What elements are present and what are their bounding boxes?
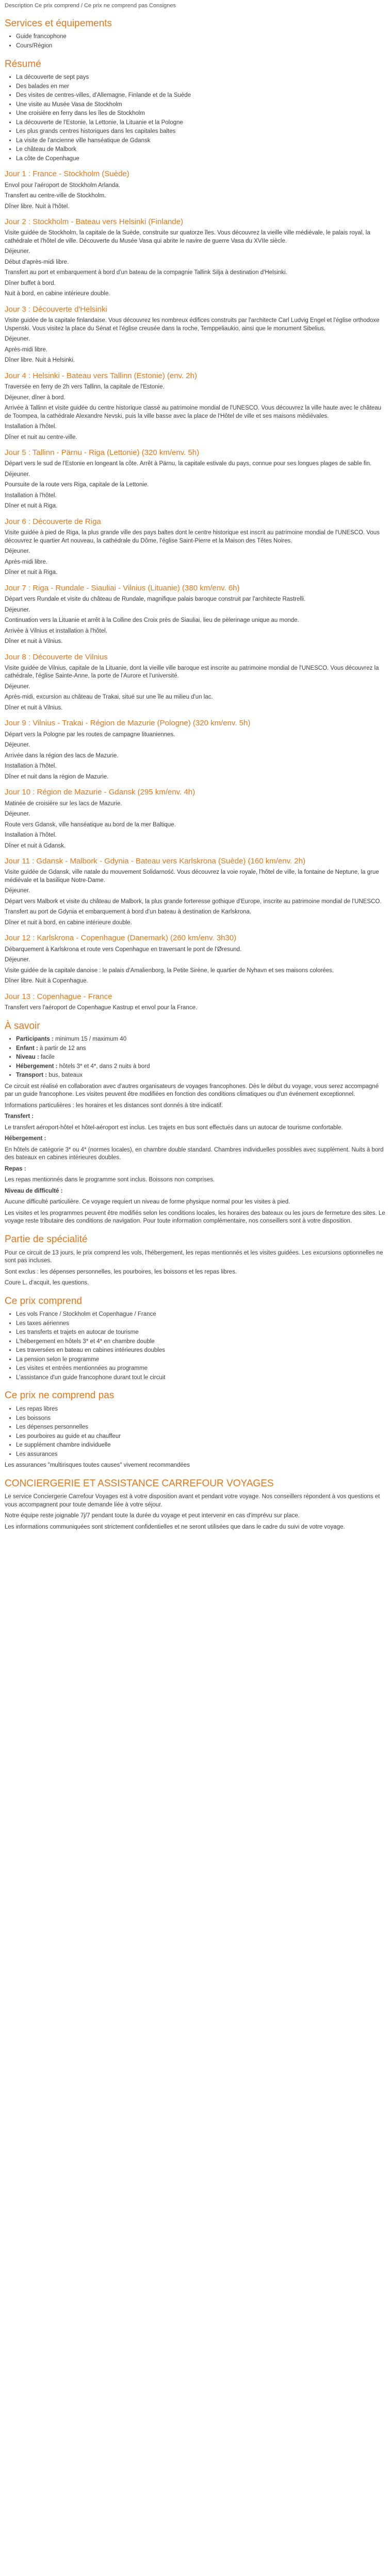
day-title: Jour 5 : Tallinn - Pärnu - Riga (Lettonie) (320 km/env. 5h) <box>5 448 200 457</box>
list-item: • Guide francophone <box>16 33 386 41</box>
day-paragraph: Dîner et nuit à Gdansk. <box>5 842 66 849</box>
concierge-title: CONCIERGERIE ET ASSISTANCE CARREFOUR VOYAGES <box>5 1478 274 1489</box>
day-title: Jour 13 : Copenhague - France <box>5 992 112 1001</box>
notice-value: bus, bateaux <box>48 1072 83 1079</box>
day-paragraph: Déjeuner. <box>5 957 30 963</box>
list-item: • Les transferts et trajets en autocar de tourisme <box>16 1329 386 1337</box>
list-item: • Le supplément chambre individuelle <box>16 1442 386 1450</box>
excludes-note: Les assurances "multirisques toutes causes" vivement recommandées <box>5 1462 190 1469</box>
list-item: • La découverte de sept pays <box>16 74 386 82</box>
list-item: • Des visites de centres-villes, d'Allemagne, Finlande et de la Suède <box>16 92 386 100</box>
day-title: Jour 9 : Vilnius - Trakai - Région de Mazurie (Pologne) (320 km/env. 5h) <box>5 719 251 728</box>
list-item: • Les dépenses personnelles <box>16 1423 386 1432</box>
notice-value: minimum 15 / maximum 40 <box>55 1036 127 1043</box>
day-title: Jour 7 : Riga - Rundale - Siauliai - Vilnius (Lituanie) (380 km/env. 6h) <box>5 583 240 592</box>
day-paragraph: Installation à l'hôtel. <box>5 832 57 839</box>
day-paragraph: Installation à l'hôtel. <box>5 492 57 499</box>
includes-title: Ce prix comprend <box>5 1295 82 1307</box>
services-title: Services et équipements <box>5 18 112 29</box>
notice-paragraph: Ce circuit est réalisé en collaboration avec d'autres organisateurs de voyages francophones. Dès le début du voyage, vous serez accompagné par un guide francophone. Les visites peuvent être modifiées en fonction des conditions climatiques ou d'un événement exceptionnel. <box>5 1083 379 1098</box>
notice-value: facile <box>40 1054 55 1061</box>
practical-title: Partie de spécialité <box>5 1233 88 1245</box>
day-paragraph: Déjeuner, dîner à bord. <box>5 394 66 401</box>
excludes-title: Ce prix ne comprend pas <box>5 1390 115 1401</box>
day-paragraph: Dîner et nuit au centre-ville. <box>5 434 77 440</box>
group-text: Aucune difficulté particulière. Ce voyage requiert un niveau de forme physique normal pour les visites à pied. <box>5 1199 290 1206</box>
list-item: • Une visite au Musée Vasa de Stockholm <box>16 101 386 109</box>
day-paragraph: Transfert au port de Gdynia et embarquement à bord d'un bateau à destination de Karlskrona. <box>5 909 252 916</box>
day-title: Jour 4 : Helsinki - Bateau vers Tallinn (Estonie) (env. 2h) <box>5 371 197 380</box>
day-paragraph: Visite guidée de Stockholm, la capitale de la Suède, construite sur quatorze îles. Vous découvrez la vieille ville médiévale, le palais royal, la cathédrale et l'hôtel de ville. Découverte du Musée Vasa qui abrite le navire de guerre Vasa du XVIIe siècle. <box>5 230 370 244</box>
day-paragraph: Arrivée dans la région des lacs de Mazurie. <box>5 752 119 759</box>
list-item: • La pension selon le programme <box>16 1356 386 1364</box>
day-paragraph: Dîner libre. Nuit à Copenhague. <box>5 978 88 985</box>
day-paragraph: Envol pour l'aéroport de Stockholm Arlanda. <box>5 182 121 189</box>
day-paragraph: Poursuite de la route vers Riga, capitale de la Lettonie. <box>5 482 149 488</box>
day-paragraph: Arrivée à Vilnius et installation à l'hôtel. <box>5 628 107 634</box>
notice-title: À savoir <box>5 1020 40 1031</box>
day-title: Jour 2 : Stockholm - Bateau vers Helsinki (Finlande) <box>5 217 183 227</box>
list-item: • Le château de Malbork <box>16 146 386 154</box>
notice-value: à partir de 12 ans <box>40 1045 86 1052</box>
day-paragraph: Dîner buffet à bord. <box>5 280 56 286</box>
group-text: Le transfert aéroport-hôtel et hôtel-aéroport est inclus. Les trajets en bus sont effectués dans un autocar de tourisme confortable. <box>5 1124 343 1131</box>
list-item <box>16 1063 386 1071</box>
day-paragraph: Déjeuner. <box>5 742 30 749</box>
day-paragraph: Dîner et nuit dans la région de Mazurie. <box>5 773 109 780</box>
day-paragraph: Déjeuner. <box>5 811 30 818</box>
group-heading: Repas : <box>5 1165 26 1172</box>
list-item: • La visite de l'ancienne ville hanséatique de Gdansk <box>16 137 386 145</box>
summary-title: Résumé <box>5 58 41 70</box>
day-paragraph: Installation à l'hôtel. <box>5 423 57 430</box>
day-paragraph: Nuit à bord, en cabine intérieure double. <box>5 291 110 297</box>
day-paragraph: Dîner et nuit à Riga. <box>5 569 58 576</box>
list-item <box>16 1036 386 1044</box>
services-list <box>5 33 386 50</box>
day-paragraph: Installation à l'hôtel. <box>5 763 57 770</box>
day-paragraph: Visite guidée de la capitale danoise : le palais d'Amalienborg, la Petite Sirène, le quartier de Nyhavn et ses maisons colorées. <box>5 967 334 974</box>
concierge-paragraph: Les informations communiquées sont strictement confidentielles et ne seront utilisées que dans le cadre du suivi de votre voyage. <box>5 1523 345 1530</box>
day-paragraph: Déjeuner. <box>5 888 30 894</box>
day-paragraph: Déjeuner. <box>5 471 30 478</box>
list-item <box>16 1045 386 1053</box>
list-item: • L'assistance d'un guide francophone durant tout le circuit <box>16 1374 386 1382</box>
list-item: • Les vols France / Stockholm et Copenhague / France <box>16 1311 386 1319</box>
list-item: • Une croisière en ferry dans les îles de Stockholm <box>16 110 386 118</box>
day-paragraph: Déjeuner. <box>5 548 30 555</box>
day-paragraph: Transfert au centre-ville de Stockholm. <box>5 193 106 199</box>
list-item: • Les pourboires au guide et au chauffeur <box>16 1433 386 1441</box>
practical-links: Coure L. d'acquit, les questions. <box>5 1280 89 1286</box>
day-paragraph: Départ vers Rundale et visite du château de Rundale, magnifique palais baroque construit par l'architecte Rastrelli. <box>5 596 306 603</box>
excludes-list <box>5 1405 386 1459</box>
list-item: • Les plus grands centres historiques dans les capitales baltes <box>16 128 386 136</box>
day-title: Jour 6 : Découverte de Riga <box>5 517 101 526</box>
list-item: • Les taxes aériennes <box>16 1320 386 1328</box>
group-heading: Transfert : <box>5 1113 34 1120</box>
day-title: Jour 8 : Découverte de Vilnius <box>5 652 108 662</box>
list-item: • La côte de Copenhague <box>16 155 386 163</box>
group-text: Les repas mentionnés dans le programme sont inclus. Boissons non comprises. <box>5 1177 215 1183</box>
day-paragraph: Visite guidée de la capitale finlandaise. Vous découvrez les nombreux édifices construits par l'architecte Carl Ludvig Engel et l'église orthodoxe Uspenski. Vous visitez la place du Sénat et l'église creusée dans la roche, Temppeliaukio, ainsi que le monument Sibelius. <box>5 317 380 332</box>
notice-label: Enfant : <box>16 1045 38 1052</box>
day-title: Jour 1 : France - Stockholm (Suède) <box>5 170 129 179</box>
notice-label: Transport : <box>16 1072 47 1079</box>
practical-paragraph: Pour ce circuit de 13 jours, le prix comprend les vols, l'hébergement, les repas mentionnés et les visites guidées. Les excursions optionnelles ne sont pas incluses. <box>5 1249 383 1264</box>
notice-list <box>5 1036 386 1080</box>
notice-value: hôtels 3* et 4*, dans 2 nuits à bord <box>59 1063 150 1070</box>
day-paragraph: Matinée de croisière sur les lacs de Mazurie. <box>5 800 122 807</box>
day-paragraph: Après-midi, excursion au château de Trakai, situé sur une île au milieu d'un lac. <box>5 694 213 701</box>
list-item: • Les assurances <box>16 1451 386 1459</box>
day-paragraph: Visite guidée de Vilnius, capitale de la Lituanie, dont la vieille ville baroque est inscrite au patrimoine mondial de l'UNESCO. Vous découvrez la cathédrale, l'église Sainte-Anne, la porte de l'Aurore et l'université. <box>5 665 379 680</box>
includes-list <box>5 1311 386 1382</box>
day-paragraph: Continuation vers la Lituanie et arrêt à la Colline des Croix près de Siauliai, lieu de pèlerinage unique au monde. <box>5 617 299 624</box>
concierge-paragraph: Le service Conciergerie Carrefour Voyages est à votre disposition avant et pendant votre voyage. Nos conseillers répondent à vos questions et vous accompagnent pour toute demande liée à votre séjour. <box>5 1494 380 1508</box>
day-paragraph: Débarquement à Karlskrona et route vers Copenhague en traversant le pont de l'Øresund. <box>5 946 242 953</box>
day-paragraph: Après-midi libre. <box>5 346 48 353</box>
day-paragraph: Dîner et nuit à bord, en cabine intérieure double. <box>5 919 132 926</box>
day-paragraph: Déjeuner. <box>5 336 30 343</box>
day-paragraph: Déjeuner. <box>5 606 30 613</box>
list-item: • Les traversées en bateau en cabines intérieures doubles <box>16 1347 386 1355</box>
day-title: Jour 12 : Karlskrona - Copenhague (Danemark) (260 km/env. 3h30) <box>5 934 237 943</box>
list-item: • Les visites et entrées mentionnées au programme <box>16 1365 386 1373</box>
list-item <box>16 1072 386 1080</box>
list-item <box>16 1054 386 1062</box>
notice-extra: Les visites et les programmes peuvent être modifiés selon les conditions locales, les horaires des bateaux ou les jours de fermeture des sites. Le voyage reste tributaire des conditions de navigation. Pour toute information complémentaire, nos conseillers sont à votre disposition. <box>5 1210 385 1225</box>
day-paragraph: Transfert au port et embarquement à bord d'un bateau de la compagnie Tallink Silja à destination d'Helsinki. <box>5 269 287 276</box>
day-paragraph: Transfert vers l'aéroport de Copenhague Kastrup et envol pour la France. <box>5 1005 198 1011</box>
list-item: • Les repas libres <box>16 1405 386 1414</box>
list-item: • La découverte de l'Estonie, la Lettonie, la Lituanie et la Pologne <box>16 119 386 127</box>
day-paragraph: Dîner libre. Nuit à l'hôtel. <box>5 203 70 210</box>
day-paragraph: Dîner et nuit à Riga. <box>5 503 58 510</box>
day-title: Jour 11 : Gdansk - Malbork - Gdynia - Bateau vers Karlskrona (Suède) (160 km/env. 2h) <box>5 857 306 866</box>
day-paragraph: Après-midi libre. <box>5 558 48 565</box>
notice-paragraph: Informations particulières : les horaires et les distances sont donnés à titre indicatif. <box>5 1102 223 1109</box>
itinerary <box>5 169 386 1012</box>
notice-label: Participants : <box>16 1036 54 1043</box>
group-heading: Niveau de difficulté : <box>5 1188 63 1194</box>
day-paragraph: Visite guidée à pied de Riga, la plus grande ville des pays baltes dont le centre historique est inscrit au patrimoine mondial de l'UNESCO. Vous découvrez le quartier Art nouveau, la cathédrale du Dôme, l'église Saint-Pierre et la Maison des Têtes Noires. <box>5 530 380 544</box>
day-paragraph: Déjeuner. <box>5 683 30 690</box>
day-title: Jour 10 : Région de Mazurie - Gdansk (295 km/env. 4h) <box>5 788 196 797</box>
notice-label: Hébergement : <box>16 1063 58 1070</box>
day-paragraph: Dîner et nuit à Vilnius. <box>5 704 63 711</box>
day-paragraph: Traversée en ferry de 2h vers Tallinn, la capitale de l'Estonie. <box>5 384 165 391</box>
summary-list <box>5 74 386 163</box>
day-paragraph: Route vers Gdansk, ville hanséatique au bord de la mer Baltique. <box>5 821 176 828</box>
day-paragraph: Déjeuner. <box>5 248 30 255</box>
group-text: En hôtels de catégorie 3* ou 4* (normes locales), en chambre double standard. Chambres individuelles possibles avec supplément. Nuits à bord des bateaux en cabines intérieures doubles. <box>5 1146 384 1161</box>
notice-label: Niveau : <box>16 1054 39 1061</box>
day-paragraph: Début d'après-midi libre. <box>5 259 69 265</box>
day-paragraph: Départ vers Malbork et visite du château de Malbork, la plus grande forteresse gothique d'Europe, inscrite au patrimoine mondial de l'UNESCO. <box>5 898 382 905</box>
list-item: • Des balades en mer <box>16 83 386 91</box>
day-paragraph: Départ vers le sud de l'Estonie en longeant la côte. Arrêt à Pärnu, la capitale estivale du pays, connue pour ses longues plages de sable fin. <box>5 461 372 467</box>
day-paragraph: Dîner libre. Nuit à Helsinki. <box>5 357 75 364</box>
list-item: • Cours/Région <box>16 42 386 50</box>
group-heading: Hébergement : <box>5 1136 46 1142</box>
day-paragraph: Dîner et nuit à Vilnius. <box>5 638 63 645</box>
day-paragraph: Visite guidée de Gdansk, ville natale du mouvement Solidarność. Vous découvrez la voie royale, l'hôtel de ville, la fontaine de Neptune, la grue médiévale et la basilique Notre-Dame. <box>5 869 379 884</box>
day-paragraph: Départ vers la Pologne par les routes de campagne lituaniennes. <box>5 731 175 738</box>
day-paragraph: Arrivée à Tallinn et visite guidée du centre historique classé au patrimoine mondial de l'UNESCO. Vous découvrez la ville haute avec le château de Toompea, la cathédrale Alexandre Nevski, puis la ville basse avec la place de l'Hôtel de ville et ses maisons médiévales. <box>5 405 382 419</box>
list-item: • Les boissons <box>16 1415 386 1423</box>
concierge-paragraph: Notre équipe reste joignable 7j/7 pendant toute la durée du voyage et peut intervenir en cas d'imprévu sur place. <box>5 1513 300 1519</box>
page <box>5 0 386 1545</box>
list-item: • L'hébergement en hôtels 3* et 4* en chambre double <box>16 1338 386 1346</box>
intro-line: Description Ce prix comprend / Ce prix ne comprend pas Consignes <box>5 3 176 9</box>
practical-paragraph: Sont exclus : les dépenses personnelles, les pourboires, les boissons et les repas libres. <box>5 1268 237 1275</box>
day-title: Jour 3 : Découverte d'Helsinki <box>5 304 107 314</box>
